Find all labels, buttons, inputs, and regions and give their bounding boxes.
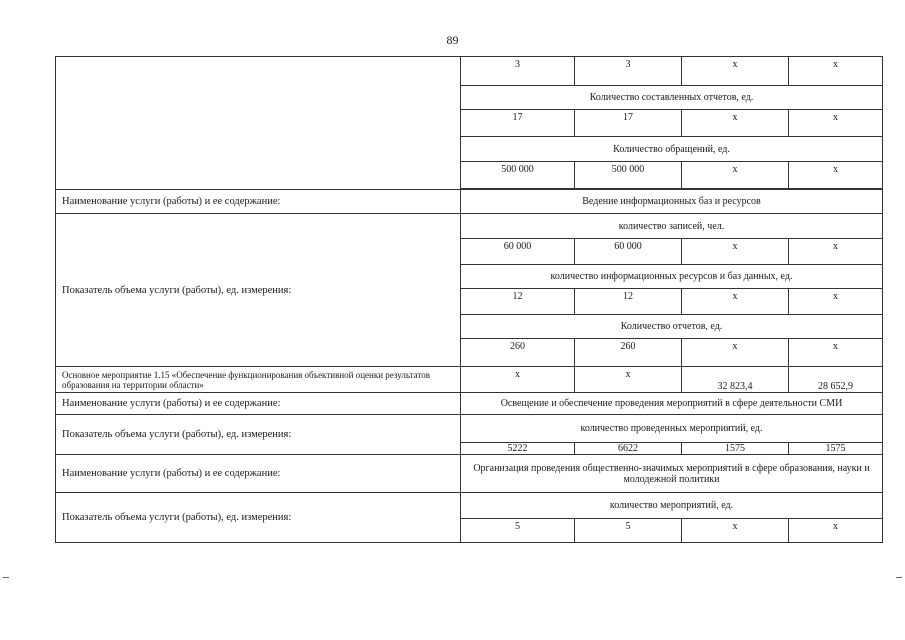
table-row [56,393,883,415]
value-cell: 17 [461,110,575,137]
scan-mark [3,577,9,578]
value-cell: 60 000 [461,239,575,265]
value-cell: 28 652,9 [789,367,883,393]
page-number: 89 [446,33,459,47]
value-cell: х [682,339,789,367]
value-cell: 6622 [575,443,682,455]
value-cell: х [575,367,682,393]
value-cell: х [789,339,883,367]
value-cell: х [682,239,789,265]
table-row [56,415,883,443]
indicator-label: количество записей, чел. [461,214,883,239]
indicator-label: Количество обращений, ед. [461,137,883,162]
service-title: Ведение информационных баз и ресурсов [461,190,883,214]
value-cell: х [682,519,789,543]
value-cell: 260 [575,339,682,367]
value-cell: 500 000 [575,162,682,189]
value-cell: 12 [461,289,575,315]
row-label: Наименование услуги (работы) и ее содержание: [56,393,461,415]
empty-cell [56,57,461,190]
value-cell: 1575 [789,443,883,455]
table-row [56,493,883,519]
row-label: Наименование услуги (работы) и ее содержание: [56,190,461,214]
value-cell: 5 [461,519,575,543]
table-row [56,190,883,214]
value-cell: х [461,367,575,393]
main-activity-label: Основное мероприятие 1.15 «Обеспечение функционирования объективной оценки результатов образования на территории области» [56,367,461,393]
value-cell: 1575 [682,443,789,455]
indicator-label: Количество отчетов, ед. [461,315,883,339]
value-cell: 17 [575,110,682,137]
table-row [56,367,883,393]
value-cell: 500 000 [461,162,575,189]
value-cell: 260 [461,339,575,367]
value-cell: 12 [575,289,682,315]
row-label: Показатель объема услуги (работы), ед. измерения: [56,493,461,543]
row-label: Показатель объема услуги (работы), ед. измерения: [56,214,461,367]
scan-mark [896,577,902,578]
table-row [56,455,883,493]
services-table [55,56,883,543]
value-cell: х [682,57,789,86]
value-cell: х [682,289,789,315]
indicator-label: количество проведенных мероприятий, ед. [461,415,883,443]
value-cell: 60 000 [575,239,682,265]
value-cell: 3 [461,57,575,86]
value-cell: 5 [575,519,682,543]
value-cell: х [682,162,789,189]
value-cell: 32 823,4 [682,367,789,393]
value-cell: 3 [575,57,682,86]
value-cell: х [682,110,789,137]
value-cell: х [789,289,883,315]
table-row [56,214,883,239]
indicator-label: количество мероприятий, ед. [461,493,883,519]
indicator-label: Количество составленных отчетов, ед. [461,86,883,110]
value-cell: х [789,162,883,189]
indicator-label: количество информационных ресурсов и баз данных, ед. [461,265,883,289]
value-cell: 5222 [461,443,575,455]
value-cell: х [789,239,883,265]
service-title: Организация проведения общественно-значимых мероприятий в сфере образования, науки и молодежной политики [461,455,883,493]
row-label: Показатель объема услуги (работы), ед. измерения: [56,415,461,455]
value-cell: х [789,57,883,86]
value-cell: х [789,519,883,543]
row-label: Наименование услуги (работы) и ее содержание: [56,455,461,493]
value-cell: х [789,110,883,137]
table-row [56,57,883,86]
service-title: Освещение и обеспечение проведения мероприятий в сфере деятельности СМИ [461,393,883,415]
